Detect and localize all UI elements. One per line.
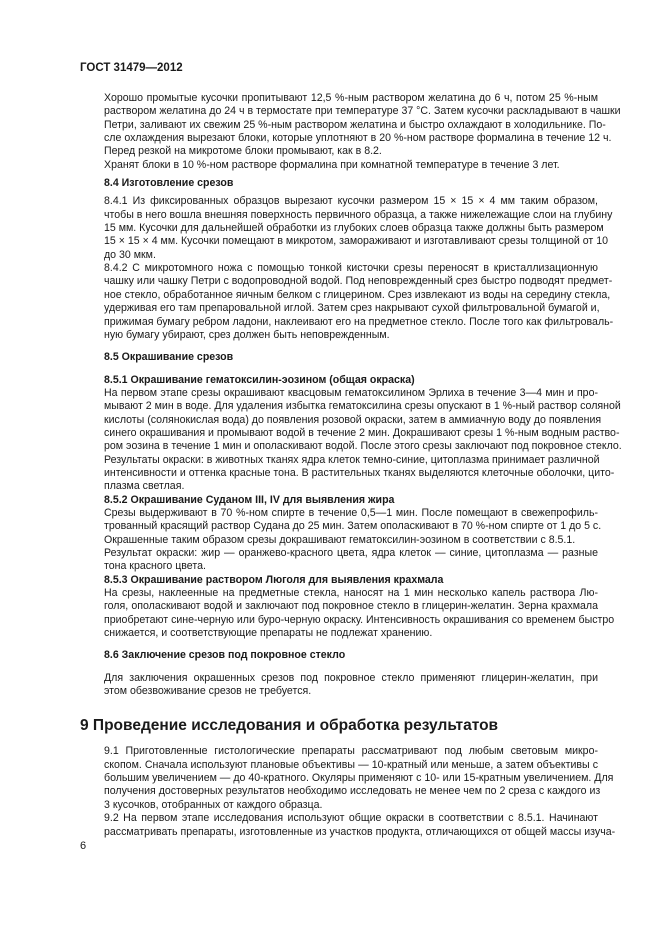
text-line: мывают 2 мин в воде. Для удаления избытка гематоксилина срезы опускают в 1 %-ный раствор соляной: [104, 400, 621, 413]
text-line: приобретают сине-черную или буро-черную окраску. Интенсивность окрашивания со временем быстро: [104, 613, 615, 626]
paragraph: [80, 195, 613, 262]
text-line: Срезы выдерживают в 70 %-ном спирте в течение 0,5—1 мин. После помещают в свежепрофиль-: [104, 506, 598, 519]
text-line: прижимая бумагу ребром ладони, наклеивают его на предметное стекло. После того как фильтроваль-: [104, 315, 614, 328]
text-line: 9.1 Приготовленные гистологические препараты рассматривают под любым световым микро-: [104, 745, 598, 758]
text-line: Хорошо промытые кусочки пропитывают 12,5 %-ным раствором желатина до 6 ч, потом 25 %-ным: [104, 92, 598, 104]
text-line: этом обезвоживание срезов не требуется.: [104, 685, 312, 698]
section-heading: 9 Проведение исследования и обработка результатов: [80, 717, 499, 735]
paragraph: [80, 386, 622, 494]
text-line: рассматривать препараты, изготовленные из участков продукта, отличающихся от общей массы изуча-: [104, 825, 616, 838]
text-line: 8.4.2 С микротомного ножа с помощью тонкой кисточки срезы переносят в кристаллизационную: [104, 262, 598, 275]
text-line: Результат окраски: жир — оранжево-красного цвета, ядра клеток — синие, цитоплазма — разные: [104, 547, 598, 559]
text-line: Окрашенные таким образом срезы докрашивают гематоксилин-эозином в соответствии с 8.5.1.: [104, 533, 576, 546]
spacer: [80, 663, 598, 672]
text-line: 15 мм. Кусочки для дальнейшей обработки из глубоких слоев образца также должны быть размером: [104, 222, 604, 235]
paragraph: [80, 812, 616, 839]
text-line: 8.4.1 Из фиксированных образцов вырезают кусочки размером 15 × 15 × 4 мм таким образом,: [104, 195, 598, 208]
text-line: Перед резкой на микротоме блоки промывают, как в 8.2.: [104, 145, 382, 158]
text-line: чтобы в него вошла внешняя поверхность первичного образца, а также нижележащие слои на глубину: [104, 208, 613, 221]
text-line: На первом этапе срезы окрашивают квасцовым гематоксилином Эрлиха в течение 3—4 мин и про-: [104, 386, 598, 399]
text-line: снижается, и соответствующие препараты не подлежат хранению.: [104, 627, 433, 640]
text-line: раствором желатина до 24 ч в термостате при температуре 37 °С. Затем кусочки раскладывают в чашки: [104, 105, 621, 118]
text-line: до 30 мкм.: [104, 248, 156, 261]
text-line: 3 кусочков, отобранных от каждого образца.: [104, 798, 323, 811]
paragraph: [80, 506, 602, 547]
text-line: тона красного цвета.: [104, 560, 206, 573]
subsection-heading: 8.6 Заключение срезов под покровное стекло: [104, 649, 346, 662]
paragraph: [80, 159, 598, 172]
text-line: синего окрашивания и промывают водой в течение 2 мин. Докрашивают срезы 1 %-ным водным раство-: [104, 426, 620, 439]
document-body: [80, 92, 622, 839]
subsection-heading: 8.5 Окрашивание срезов: [104, 351, 234, 364]
paragraph: [80, 547, 598, 574]
text-line: чашку или чашку Петри с водопроводной водой. Под неповрежденный срез быстро подводят предмет-: [104, 275, 613, 288]
text-line: получения достоверных результатов необходимо исследовать не менее чем по 2 среза с каждого из: [104, 785, 601, 798]
text-line: скопом. Сначала используют плановые объективы — 10-кратный или меньше, а затем объективы с: [104, 758, 598, 771]
paragraph: [80, 672, 598, 699]
text-line: На срезы, наклеенные на предметные стекла, наносят на 1 мин несколько капель раствора Лю-: [104, 587, 598, 600]
spacer: [80, 640, 598, 649]
text-line: удерживая его там препаровальной иглой. Затем срез накрывают сухой фильтровальной бумагой и,: [104, 302, 600, 315]
text-line: 9.2 На первом этапе исследования используют общие окраски в соответствии с 8.5.1. Начинают: [104, 812, 598, 825]
paragraph: [80, 92, 621, 159]
subsection-heading: 8.5.3 Окрашивание раствором Люголя для выявления крахмала: [104, 573, 444, 586]
text-line: Петри, заливают их свежим 25 %-ным раствором желатина и быстро охлаждают в холодильнике. По-: [104, 118, 606, 131]
text-line: ром эозина в течение 1 мин и ополаскивают водой. После этого срезы заключают под покровное стекло.: [104, 440, 622, 453]
spacer: [80, 342, 598, 351]
text-line: ное стекло, обработанное яичным белком с глицерином. Срез извлекают из воды на середину стекла,: [104, 288, 611, 301]
text-line: ную бумагу убирают, срез должен быть неповрежденным.: [104, 328, 390, 341]
text-line: Для заключения окрашенных срезов под покровное стекло применяют глицерин-желатин, при: [104, 671, 598, 684]
text-line: Хранят блоки в 10 %-ном растворе формалина при комнатной температуре в течение 3 лет.: [104, 158, 560, 171]
subsection-heading: 8.5.1 Окрашивание гематоксилин-эозином (общая окраска): [104, 373, 415, 386]
text-line: интенсивности и оттенка красные тона. В растительных тканях выделяются клеточные оболочки, цито-: [104, 466, 615, 479]
paragraph: [80, 587, 615, 640]
spacer: [80, 698, 598, 716]
subsection-heading: 8.5.2 Окрашивание Суданом III, IV для выявления жира: [104, 493, 395, 506]
text-line: сле охлаждения вырезают блоки, которые уплотняют в 20 %-ном растворе формалина в течение 12 ч.: [104, 132, 612, 145]
text-line: плазма светлая.: [104, 480, 185, 493]
subsection-heading: 8.4 Изготовление срезов: [104, 177, 234, 190]
page-header-standard: ГОСТ 31479—2012: [80, 62, 183, 74]
paragraph: [80, 745, 614, 812]
text-line: голя, ополаскивают водой и заключают под покровное стекло в глицерин-желатин. Зерна крахмала: [104, 600, 598, 613]
text-line: Результаты окраски: в животных тканях ядра клеток темно-синие, цитоплазма принимает различной: [104, 453, 600, 466]
text-line: большим увеличением — до 40-кратного. Окуляры применяют с 10- или 15-кратным увеличением. Для: [104, 772, 614, 785]
spacer: [80, 365, 598, 374]
spacer: [80, 736, 598, 745]
text-line: 15 × 15 × 4 мм. Кусочки помещают в микротом, замораживают и изготавливают срезы толщиной от 10: [104, 235, 608, 248]
text-line: кислоты (солянокислая вода) до появления розовой окраски, затем в аммиачную воду до появления: [104, 413, 602, 426]
text-line: трованный красящий раствор Судана до 25 мин. Затем ополаскивают в 70 %-ном спирте от 1 до 5 с.: [104, 520, 602, 533]
paragraph: [80, 262, 614, 342]
page-number: 6: [80, 840, 87, 852]
